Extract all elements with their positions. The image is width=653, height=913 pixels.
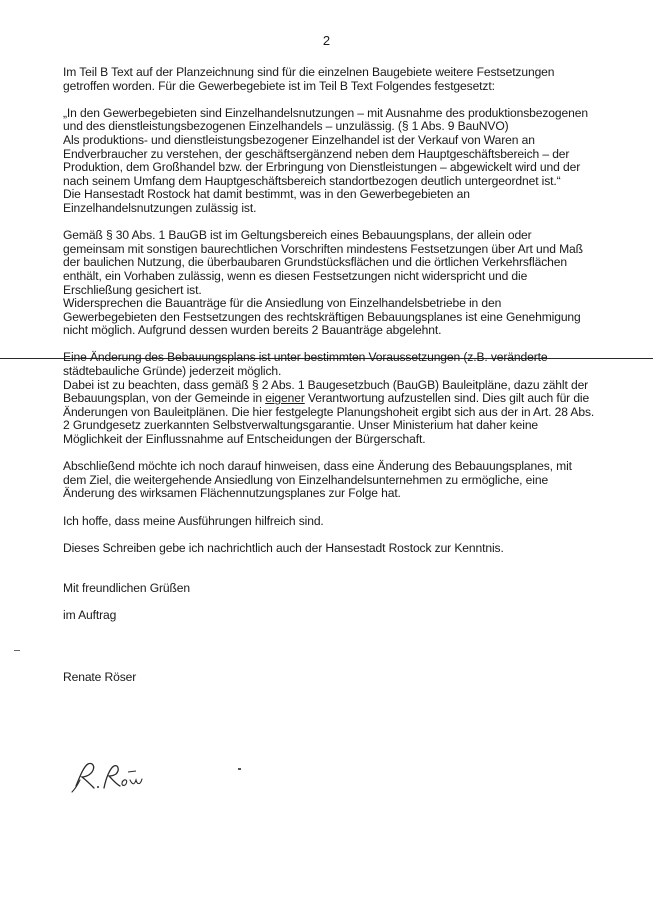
quote-paragraph-3: Die Hansestadt Rostock hat damit bestimmt, was in den Gewerbegebieten an Einzelhandelsnutzungen zulässig ist. [63,187,470,215]
handwritten-signature [70,758,160,794]
baugb-paragraph-2: Widersprechen die Bauanträge für die Ansiedlung von Einzelhandelsbetriebe in den Gewerbegebieten den Festsetzungen des rechtskräftigen Bebauungsplanes ist eine Genehmigung nicht möglich. Aufgrund dessen wurden bereits 2 Bauanträge abgelehnt. [63,296,581,338]
intro-paragraph: Im Teil B Text auf der Planzeichnung sind für die einzelnen Baugebiete weitere Festsetzungen getroffen worden. Für die Gewerbegebiete ist im Teil B Text Folgendes festgesetzt: [63,65,555,93]
copy-paragraph: Dieses Schreiben gebe ich nachrichtlich auch der Hansestadt Rostock zur Kenntnis. [63,540,504,555]
underlined-word: eigener [265,391,305,406]
closing-greeting: Mit freundlichen Grüßen [63,581,190,596]
margin-mark [14,650,20,651]
change-paragraph-2 [63,379,595,447]
change-text-after: Verantwortung aufzustellen sind. Dies gilt auch für die Änderungen von Bauleitplänen. Die hier festgelegte Planungshoheit ergibt sich aus der in Art. 28 Abs. 2 Grundgesetz zuerkannten Selbstverwaltungsgarantie. Unser Ministerium hat daher keine Möglichkeit der Einflussnahme auf Entscheidungen der Bürgerschaft. [63,391,595,447]
quote-paragraph-1: „In den Gewerbegebieten sind Einzelhandelsnutzungen – mit Ausnahme des produktionsbezogenen und des dienstleistungsbezogenen Einzelhandels – unzulässig. (§ 1 Abs. 9 BauNVO) [63,105,588,134]
final-paragraph: Abschließend möchte ich noch darauf hinweisen, dass eine Änderung des Bebauungsplanes, mit dem Ziel, die weitergehende Ansiedlung von Einzelhandelsunternehmen zu ermögliche, eine Änderung des wirksamen Flächennutzungsplanes zur Folge hat. [63,459,572,501]
speck [238,768,241,770]
page-number: 2 [322,33,331,48]
baugb-paragraph-1: Gemäß § 30 Abs. 1 BauGB ist im Geltungsbereich eines Bebauungsplans, der allein oder gemeinsam mit sonstigen baurechtlichen Vorschriften mindestens Festsetzungen über Art und Maß der baulichen Nutzung, die überbaubaren Grundstücksflächen und die örtlichen Verkehrsflächen enthält, ein Vorhaben zulässig, wenn es diesen Festsetzungen nicht widerspricht und die Erschließung gesichert ist. [63,228,583,297]
change-text-before: Dabei ist zu beachten, dass gemäß § 2 Abs. 1 Baugesetzbuch (BauGB) Bauleitpläne, dazu zählt der Bebauungsplan, von der Gemeinde in [63,377,589,406]
change-paragraph-1: Eine Änderung des Bebauungsplans ist unter bestimmten Voraussetzungen (z.B. veränderte städtebauliche Gründe) jederzeit möglich. [63,350,548,379]
quote-paragraph-2: Als produktions- und dienstleistungsbezogener Einzelhandel ist der Verkauf von Waren an Endverbraucher zu verstehen, der geschäftsergänzend neben dem Hauptgeschäftsbereich – der Produktion, dem Großhandel bzw. der Erbringung von Dienstleistungen – abgewickelt wird und der nach seinem Umfang dem Hauptgeschäftsbereich standortbezogen deutlich untergeordnet ist.“ [63,132,581,188]
hope-paragraph: Ich hoffe, dass meine Ausführungen hilfreich sind. [63,513,324,528]
signatory-name: Renate Röser [63,669,137,684]
letter-body [63,66,595,684]
on-behalf-line: im Auftrag [63,607,117,622]
